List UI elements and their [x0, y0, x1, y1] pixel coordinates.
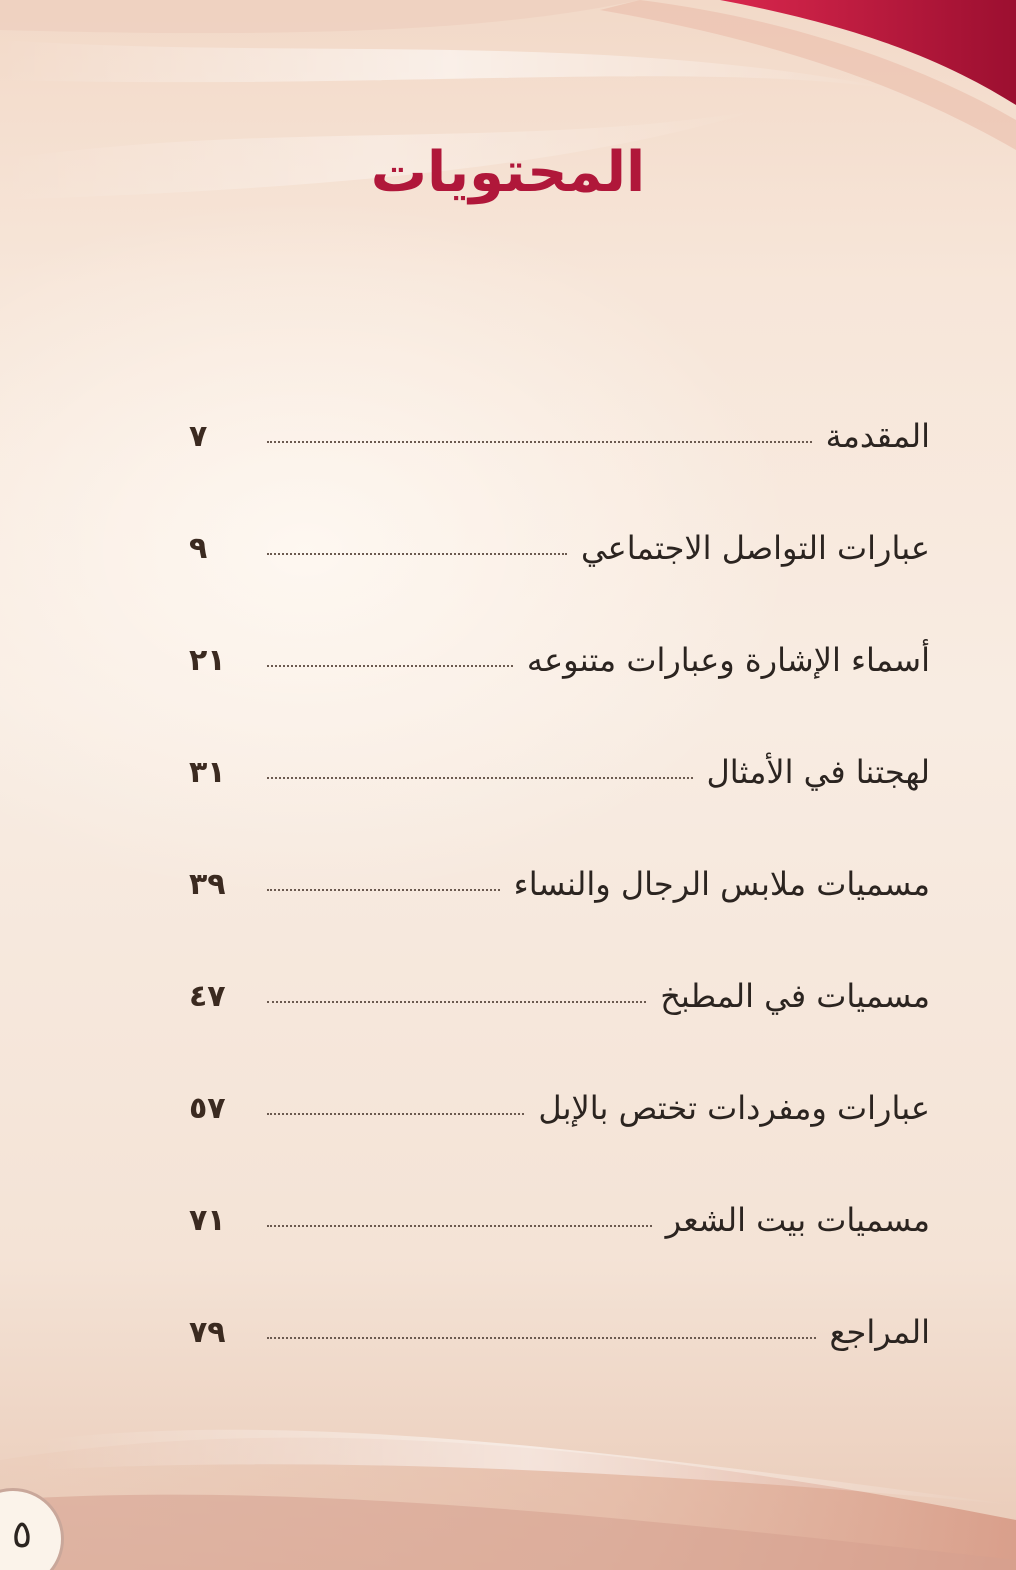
toc-page-number: ٧٩ [189, 1314, 226, 1350]
dot-leader [267, 777, 693, 779]
toc-title: أسماء الإشارة وعبارات متنوعه [526, 641, 930, 679]
toc-entry [175, 940, 930, 1052]
toc-title: مسميات ملابس الرجال والنساء [513, 865, 930, 903]
page-number: ٥ [11, 1512, 33, 1556]
toc-entry [175, 380, 930, 492]
toc-title: عبارات التواصل الاجتماعي [580, 529, 930, 567]
toc-entry [175, 1164, 930, 1276]
toc-entry [175, 1052, 930, 1164]
toc-entry [175, 1276, 930, 1388]
toc-page-number: ٢١ [189, 642, 226, 678]
toc-title: لهجتنا في الأمثال [706, 753, 930, 791]
dot-leader [267, 441, 812, 443]
dot-leader [267, 889, 500, 891]
dot-leader [267, 1337, 816, 1339]
table-of-contents [175, 380, 930, 1388]
toc-page-number: ٧ [189, 418, 208, 454]
toc-title: عبارات ومفردات تختص بالإبل [538, 1089, 930, 1127]
toc-page-number: ٤٧ [189, 978, 226, 1014]
toc-entry [175, 828, 930, 940]
dot-leader [267, 1225, 652, 1227]
page-title: المحتويات [370, 140, 646, 205]
toc-entry [175, 716, 930, 828]
toc-title: مسميات في المطبخ [660, 977, 930, 1015]
dot-leader [267, 1001, 646, 1003]
toc-page-number: ٩ [189, 530, 208, 566]
toc-page-number: ٧١ [189, 1202, 226, 1238]
toc-entry [175, 492, 930, 604]
dot-leader [267, 553, 567, 555]
toc-page-number: ٣١ [189, 754, 226, 790]
toc-title: المقدمة [825, 417, 930, 455]
toc-title: المراجع [829, 1313, 930, 1351]
toc-title: مسميات بيت الشعر [665, 1201, 930, 1239]
dot-leader [267, 665, 513, 667]
toc-page-number: ٣٩ [189, 866, 226, 902]
toc-entry [175, 604, 930, 716]
toc-page-number: ٥٧ [189, 1090, 226, 1126]
dot-leader [267, 1113, 524, 1115]
